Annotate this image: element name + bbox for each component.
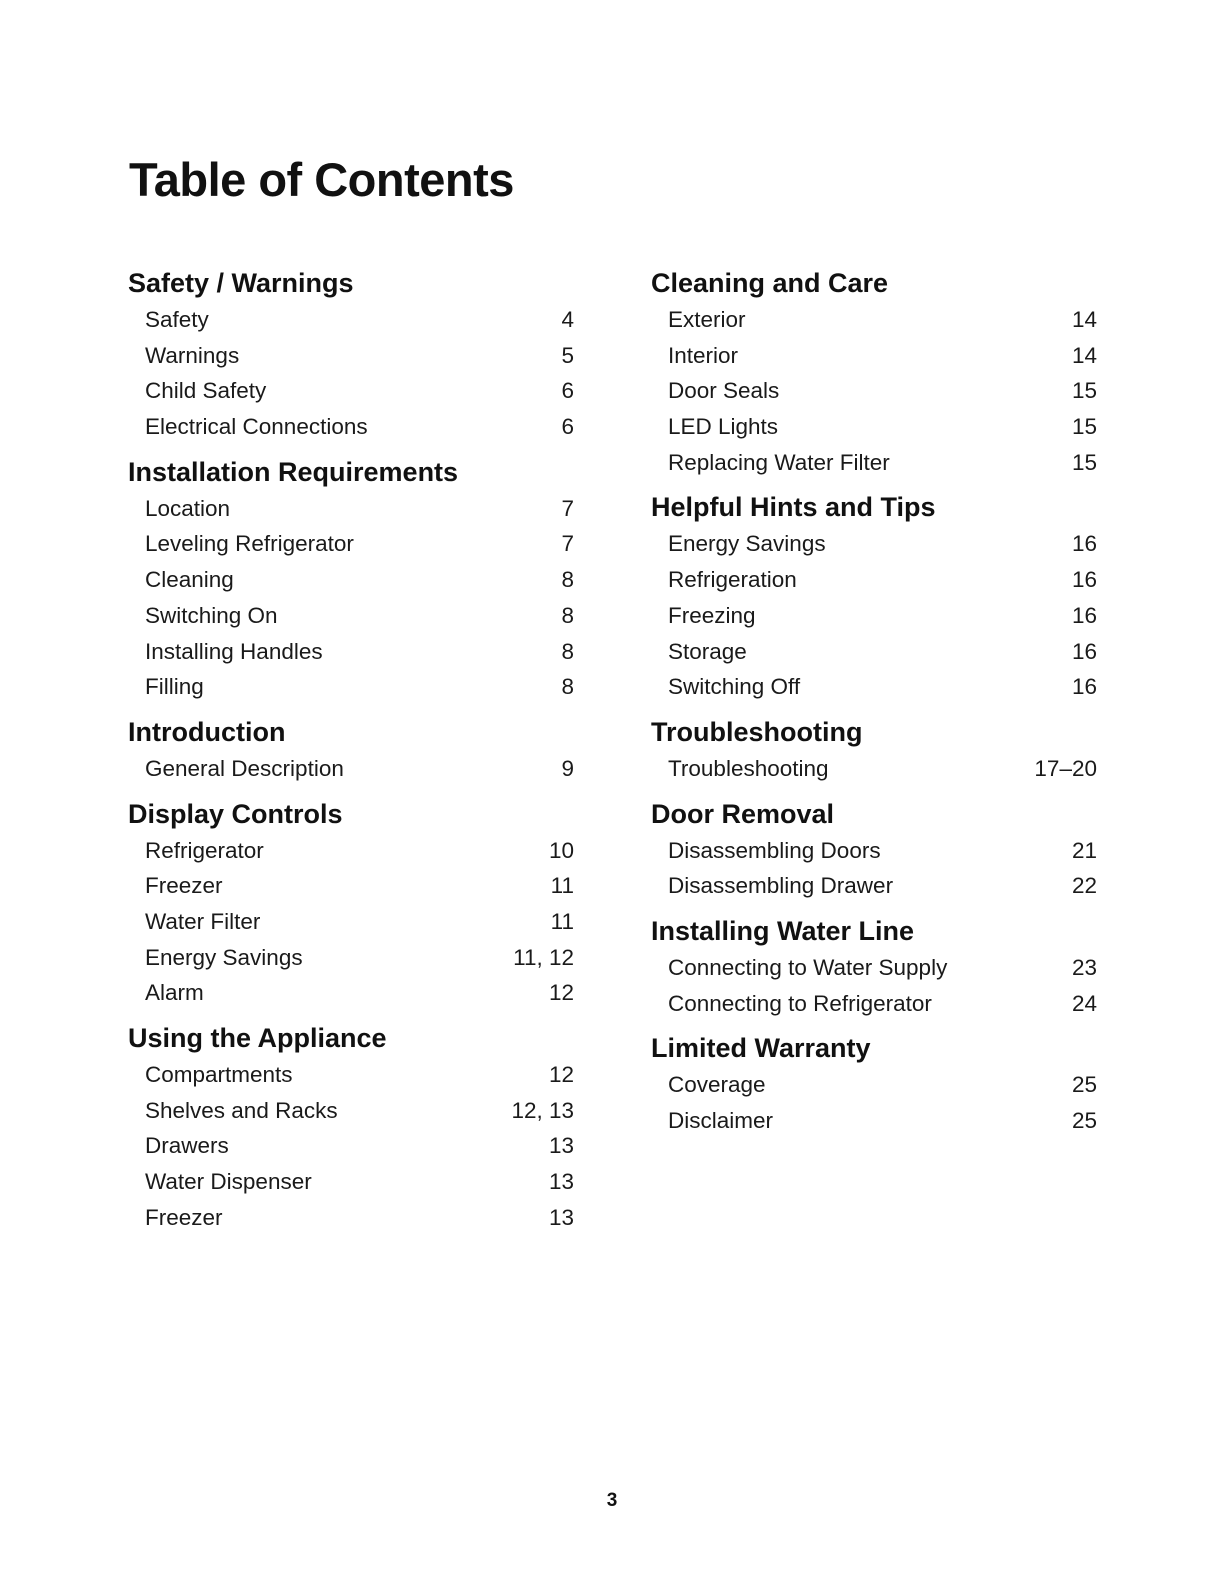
toc-entry[interactable] xyxy=(651,373,1097,409)
toc-entry-page: 9 xyxy=(561,755,574,781)
toc-entry-page: 22 xyxy=(1071,873,1097,899)
toc-section-door-removal xyxy=(651,797,1097,904)
toc-entry-page: 8 xyxy=(561,567,574,593)
section-heading: Cleaning and Care xyxy=(651,268,889,298)
toc-entry-label: Storage xyxy=(668,638,747,664)
toc-entry[interactable] xyxy=(128,598,574,634)
toc-entry[interactable] xyxy=(651,1067,1097,1103)
toc-entry[interactable] xyxy=(651,669,1097,705)
section-heading: Installation Requirements xyxy=(128,456,459,487)
toc-entry-page: 16 xyxy=(1071,567,1097,593)
toc-section-safety-warnings xyxy=(128,266,574,445)
toc-entry-label: Disassembling Drawer xyxy=(668,873,894,899)
toc-entry-label: Disclaimer xyxy=(668,1108,774,1133)
toc-entry[interactable] xyxy=(651,409,1097,445)
toc-entry[interactable] xyxy=(128,491,574,527)
toc-entry-label: Connecting to Refrigerator xyxy=(668,990,932,1016)
toc-entry-page: 7 xyxy=(561,531,574,557)
toc-entry[interactable] xyxy=(128,373,574,409)
page-number: 3 xyxy=(606,1490,618,1511)
toc-entry-page: 11 xyxy=(550,908,574,934)
toc-entry[interactable] xyxy=(128,1200,574,1236)
toc-entry-label: Disassembling Doors xyxy=(668,837,881,863)
toc-entry-label: Cleaning xyxy=(145,567,234,593)
toc-entry-page: 4 xyxy=(561,307,574,332)
toc-section-limited-warranty xyxy=(651,1031,1097,1138)
toc-section-using-the-appliance xyxy=(128,1021,574,1235)
toc-section-helpful-hints-and-tips xyxy=(651,490,1097,704)
toc-entry-label: Water Dispenser xyxy=(145,1169,312,1195)
toc-entry-label: Freezer xyxy=(145,1204,223,1230)
toc-entry-label: Location xyxy=(145,495,231,521)
toc-entry-label: Energy Savings xyxy=(668,531,826,557)
toc-entry-page: 7 xyxy=(561,495,574,521)
toc-entry[interactable] xyxy=(128,833,574,869)
toc-entry-label: Freezer xyxy=(145,873,223,899)
toc-entry[interactable] xyxy=(651,302,1097,338)
toc-entry[interactable] xyxy=(651,445,1097,481)
toc-entry[interactable] xyxy=(651,833,1097,869)
toc-entry[interactable] xyxy=(128,975,574,1011)
toc-entry[interactable] xyxy=(128,1057,574,1093)
toc-entry-page: 16 xyxy=(1071,674,1097,700)
toc-entry-page: 6 xyxy=(561,378,574,404)
toc-section-cleaning-and-care xyxy=(651,266,1097,480)
toc-entry[interactable] xyxy=(128,338,574,374)
toc-entry-page: 17–20 xyxy=(1034,755,1097,781)
toc-entry-page: 16 xyxy=(1071,531,1097,557)
toc-entry-label: General Description xyxy=(145,755,344,781)
toc-entry-label: LED Lights xyxy=(668,414,779,440)
toc-entry-page: 16 xyxy=(1071,638,1097,664)
toc-entry[interactable] xyxy=(128,1128,574,1164)
section-heading: Helpful Hints and Tips xyxy=(651,492,936,523)
toc-entry[interactable] xyxy=(128,669,574,705)
section-heading: Troubleshooting xyxy=(651,716,863,747)
toc-entry[interactable] xyxy=(128,1164,574,1200)
toc-entry-label: Freezing xyxy=(668,602,756,628)
toc-section-installation-requirements xyxy=(128,455,574,705)
toc-section-troubleshooting xyxy=(651,715,1097,787)
toc-left-column xyxy=(128,266,574,1245)
toc-entry[interactable] xyxy=(128,868,574,904)
toc-entry-label: Water Filter xyxy=(145,908,261,934)
toc-entry[interactable] xyxy=(651,634,1097,670)
toc-entry-label: Switching On xyxy=(145,602,278,628)
toc-entry[interactable] xyxy=(128,751,574,787)
section-heading: Installing Water Line xyxy=(651,915,915,946)
toc-entry[interactable] xyxy=(651,868,1097,904)
toc-entry[interactable] xyxy=(128,526,574,562)
toc-entry-page: 12 xyxy=(548,980,574,1006)
toc-entry[interactable] xyxy=(128,302,574,338)
toc-entry-page: 25 xyxy=(1071,1108,1097,1133)
section-heading: Door Removal xyxy=(651,798,835,829)
toc-entry-label: Door Seals xyxy=(668,378,780,404)
toc-entry-page: 8 xyxy=(561,638,574,664)
toc-entry-label: Drawers xyxy=(145,1133,229,1159)
toc-entry-page: 13 xyxy=(548,1169,574,1195)
toc-entry-label: Refrigeration xyxy=(668,567,797,593)
toc-entry-page: 6 xyxy=(561,414,574,440)
toc-entry-label: Electrical Connections xyxy=(145,414,368,440)
toc-entry-label: Refrigerator xyxy=(145,837,264,863)
toc-entry-label: Installing Handles xyxy=(145,638,323,664)
section-heading: Display Controls xyxy=(128,798,343,829)
toc-entry[interactable] xyxy=(128,940,574,976)
section-heading: Introduction xyxy=(128,716,286,747)
toc-entry-label: Replacing Water Filter xyxy=(668,449,890,475)
toc-entry-label: Interior xyxy=(668,342,739,368)
toc-entry-page: 24 xyxy=(1071,990,1097,1016)
toc-entry-page: 16 xyxy=(1071,602,1097,628)
toc-entry-page: 11, 12 xyxy=(513,944,574,970)
toc-entry[interactable] xyxy=(651,562,1097,598)
toc-entry-page: 15 xyxy=(1071,449,1097,475)
toc-entry[interactable] xyxy=(651,526,1097,562)
toc-entry-page: 14 xyxy=(1071,342,1097,368)
toc-entry-page: 12 xyxy=(548,1062,574,1087)
toc-entry-page: 8 xyxy=(561,602,574,628)
toc-entry-page: 11 xyxy=(550,873,574,899)
toc-section-installing-water-line xyxy=(651,914,1097,1021)
toc-entry-label: Warnings xyxy=(145,342,240,368)
toc-entry-label: Alarm xyxy=(145,980,204,1006)
toc-entry-page: 21 xyxy=(1071,837,1097,863)
toc-entry[interactable] xyxy=(128,562,574,598)
toc-entry-label: Connecting to Water Supply xyxy=(668,954,948,980)
toc-entry-label: Leveling Refrigerator xyxy=(145,531,354,557)
toc-entry[interactable] xyxy=(651,1103,1097,1139)
toc-entry-label: Energy Savings xyxy=(145,944,303,970)
toc-section-display-controls xyxy=(128,797,574,1011)
toc-entry-page: 15 xyxy=(1071,414,1097,440)
toc-entry-label: Exterior xyxy=(668,307,746,332)
section-heading: Limited Warranty xyxy=(651,1033,871,1064)
toc-entry[interactable] xyxy=(651,598,1097,634)
toc-entry-label: Safety xyxy=(145,307,209,332)
toc-entry[interactable] xyxy=(651,950,1097,986)
toc-entry-page: 12, 13 xyxy=(511,1097,574,1123)
toc-entry-page: 5 xyxy=(561,342,574,368)
toc-entry[interactable] xyxy=(651,986,1097,1022)
toc-entry[interactable] xyxy=(651,338,1097,374)
toc-entry-page: 25 xyxy=(1071,1072,1097,1098)
toc-entry-page: 13 xyxy=(548,1204,574,1230)
toc-entry-page: 14 xyxy=(1071,307,1097,332)
toc-entry-label: Compartments xyxy=(145,1062,293,1087)
section-heading: Safety / Warnings xyxy=(128,268,354,298)
toc-entry-page: 23 xyxy=(1071,954,1097,980)
toc-entry[interactable] xyxy=(128,634,574,670)
toc-entry-label: Child Safety xyxy=(145,378,267,404)
toc-entry-label: Filling xyxy=(145,674,204,700)
toc-entry[interactable] xyxy=(128,1093,574,1129)
toc-entry-label: Troubleshooting xyxy=(668,755,829,781)
toc-entry[interactable] xyxy=(651,751,1097,787)
toc-section-introduction xyxy=(128,715,574,787)
section-heading: Using the Appliance xyxy=(128,1023,387,1053)
toc-entry-label: Shelves and Racks xyxy=(145,1097,338,1123)
toc-entry-label: Coverage xyxy=(668,1072,766,1098)
toc-entry[interactable] xyxy=(128,409,574,445)
toc-right-column xyxy=(651,266,1097,1149)
toc-entry-page: 13 xyxy=(548,1133,574,1159)
toc-entry-page: 8 xyxy=(561,674,574,700)
page-title: Table of Contents xyxy=(129,153,514,206)
toc-entry-label: Switching Off xyxy=(668,674,801,700)
toc-entry-page: 15 xyxy=(1071,378,1097,404)
toc-entry-page: 10 xyxy=(548,837,574,863)
toc-entry[interactable] xyxy=(128,904,574,940)
